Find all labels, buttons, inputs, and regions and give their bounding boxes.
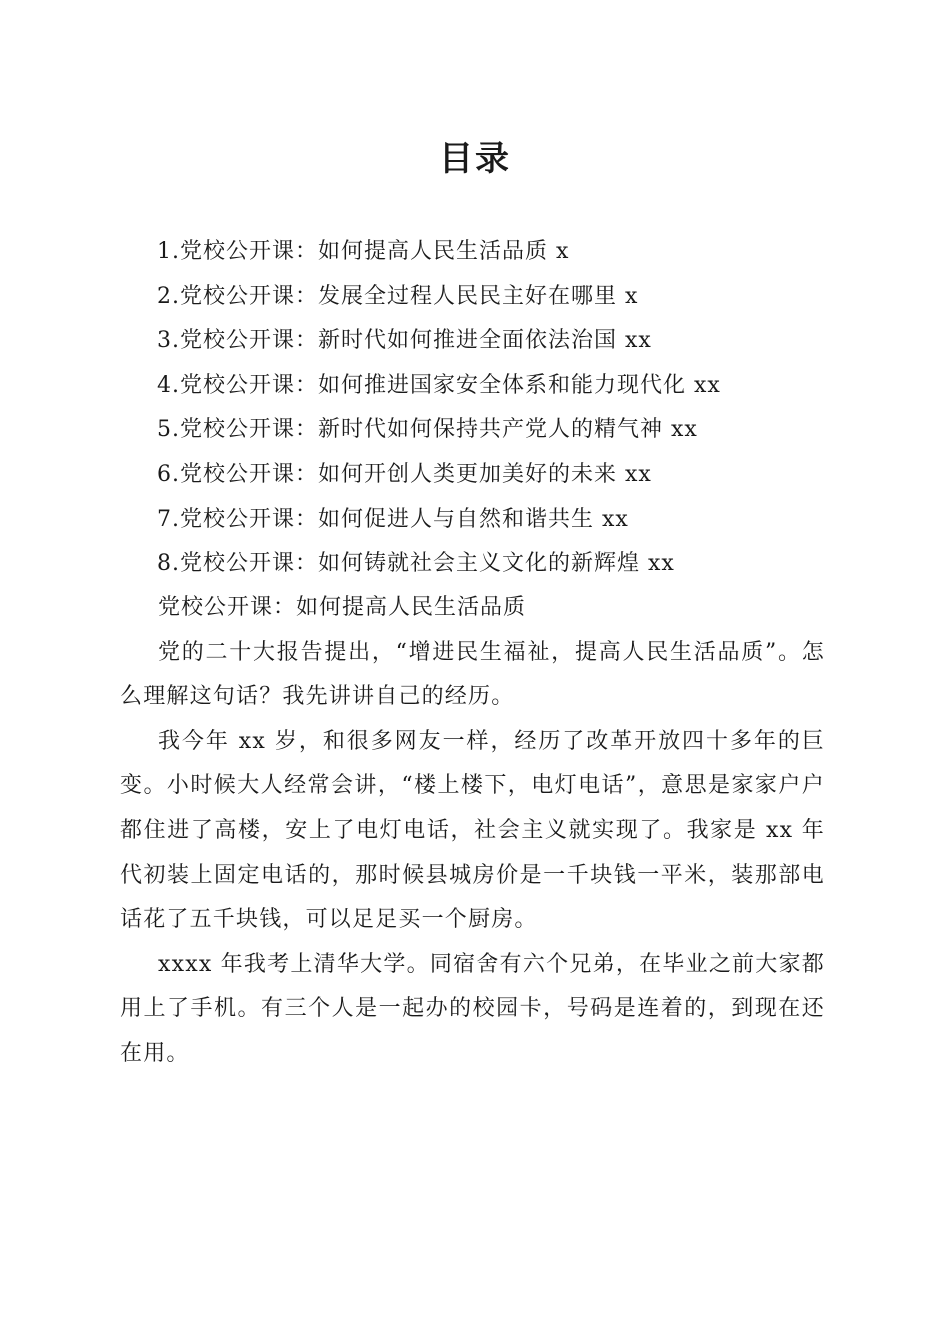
toc-item: 8.党校公开课：如何铸就社会主义文化的新辉煌 xx bbox=[157, 551, 675, 577]
toc-item: 5.党校公开课：新时代如何保持共产党人的精气神 xx bbox=[157, 417, 698, 443]
paragraph: xxxx 年我考上清华大学。同宿舍有六个兄弟，在毕业之前大家都用上了手机。有三个人是一起办的校园卡，号码是连着的，到现在还在用。 bbox=[120, 951, 825, 1066]
toc-item: 1.党校公开课：如何提高人民生活品质 x bbox=[157, 239, 570, 264]
toc-item: 7.党校公开课：如何促进人与自然和谐共生 xx bbox=[157, 506, 629, 532]
toc-item: 3.党校公开课：新时代如何推进全面依法治国 xx bbox=[157, 328, 652, 354]
article-body bbox=[120, 586, 825, 1077]
paragraph: 党的二十大报告提出，“增进民生福祉，提高人民生活品质”。怎么理解这句话？我先讲讲自己的经历。 bbox=[120, 639, 825, 710]
table-of-contents bbox=[157, 230, 857, 587]
toc-item: 2.党校公开课：发展全过程人民民主好在哪里 x bbox=[157, 283, 639, 309]
toc-item: 4.党校公开课：如何推进国家安全体系和能力现代化 xx bbox=[157, 372, 721, 398]
page-title: 目录 bbox=[439, 139, 511, 179]
paragraph: 我今年 xx 岁，和很多网友一样，经历了改革开放四十多年的巨变。小时候大人经常会讲，“楼上楼下，电灯电话”，意思是家家户户都住进了高楼，安上了电灯电话，社会主义就实现了。我家是 xx 年代初装上固定电话的，那时候县城房价是一千块钱一平米，装那部电话花了五千块钱，可以足足买一个厨房。 bbox=[120, 728, 825, 933]
toc-item: 6.党校公开课：如何开创人类更加美好的未来 xx bbox=[157, 461, 652, 487]
section-heading: 党校公开课：如何提高人民生活品质 bbox=[158, 595, 527, 620]
